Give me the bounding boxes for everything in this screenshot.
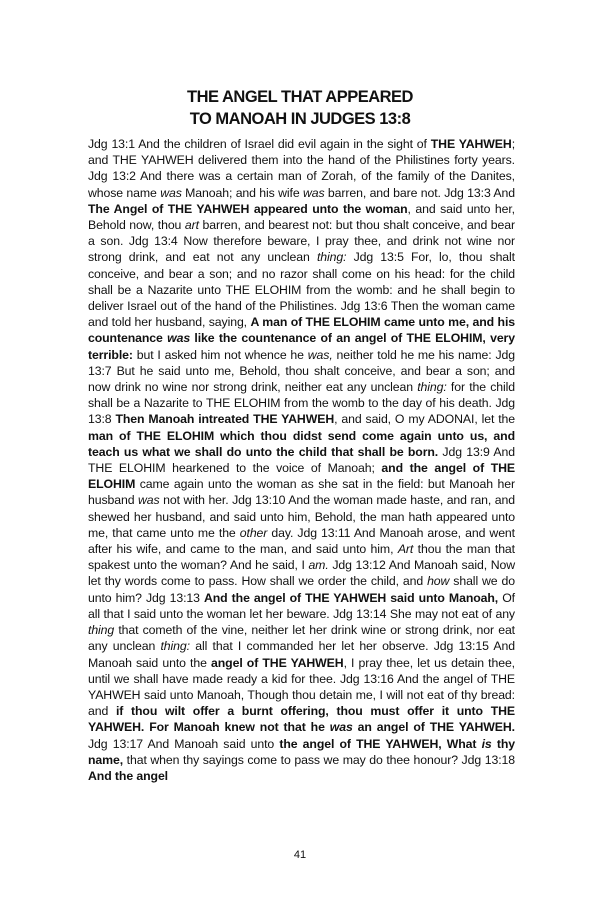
text-segment: Then Manoah intreated THE YAHWEH xyxy=(115,412,335,427)
text-segment: and the angel of THE ELOHIM xyxy=(88,461,515,492)
text-segment: thing: xyxy=(316,250,347,265)
text-segment: that when thy sayings come to pass we may do thee honour? Jdg 13:18 xyxy=(123,752,515,767)
heading-line-1: THE ANGEL THAT APPEARED xyxy=(187,88,413,106)
text-segment: Jdg 13:9 And THE ELOHIM hearkened to the voice of Manoah; xyxy=(88,444,515,476)
text-segment: an angel of THE YAHWEH. xyxy=(352,720,515,735)
text-segment: but I asked him not whence he xyxy=(132,347,308,362)
text-segment: the angel of THE YAHWEH, What xyxy=(279,736,482,751)
text-segment: was xyxy=(329,720,353,735)
text-segment: neither told he me his name: Jdg 13:7 But he said unto me, Behold, thou shalt conceive, and bear a son; and now drink no wine nor strong drink, neither eat any unclean xyxy=(88,347,516,395)
text-segment: not with her. Jdg 13:10 And the woman made haste, and ran, and shewed her husband, and said unto him, Behold, the man hath appeared unto me, that came unto me the xyxy=(88,493,515,540)
text-segment: THE YAHWEH xyxy=(430,137,512,151)
text-segment: like the countenance of an angel of THE ELOHIM, very terrible: xyxy=(88,331,515,362)
text-segment: And the angel of THE YAHWEH said unto Manoah, xyxy=(203,590,499,605)
text-segment: am. xyxy=(308,558,329,573)
text-segment: Jdg 13:17 And Manoah said unto xyxy=(88,736,280,751)
text-segment: Art xyxy=(397,542,414,557)
text-segment: thing: xyxy=(160,639,190,654)
text-segment: art xyxy=(184,218,199,233)
text-segment: , and said, O my ADONAI, let the xyxy=(334,412,516,427)
text-segment: Of all that I said unto the woman let her beware. Jdg 13:14 She may not eat of any xyxy=(88,590,515,621)
text-segment: angel of THE YAHWEH xyxy=(211,655,344,670)
text-segment: how xyxy=(427,574,450,589)
text-segment: that cometh of the vine, neither let her drink wine or strong drink, nor eat any unclean xyxy=(88,623,515,654)
text-segment: was xyxy=(138,493,160,508)
text-segment: barren, and bearest not: but thou shalt conceive, and bear a son. Jdg 13:4 Now therefore beware, I pray thee, and drink not wine nor strong drink, and eat not any unclean xyxy=(88,218,515,265)
text-segment: A man of THE ELOHIM came unto me, and his countenance xyxy=(88,315,515,346)
text-segment: And the angel xyxy=(88,768,168,783)
text-segment: shall we do unto him? Jdg 13:13 xyxy=(88,574,515,605)
text-segment: The Angel of THE YAHWEH appeared unto the woman xyxy=(88,201,408,216)
text-segment: came again unto the woman as she sat in the field: but Manoah her husband xyxy=(88,477,515,508)
text-segment: thing: xyxy=(417,380,447,395)
text-segment: was xyxy=(160,185,182,200)
heading-line-2: TO MANOAH IN JUDGES 13:8 xyxy=(189,110,411,128)
text-segment: , I pray thee, let us detain thee, until we shall have made ready a kid for thee. Jdg 13:16 And the angel of THE YAHWEH said unto Manoah, Though thou detain me, I will not eat of thy bread: and xyxy=(88,655,516,719)
text-segment: thou the man that spakest unto the woman? And he said, I xyxy=(88,542,515,573)
text-segment: , and said unto her, Behold now, thou xyxy=(88,201,515,233)
text-segment: thing xyxy=(88,623,115,638)
text-segment: is xyxy=(481,736,492,751)
text-segment: was, xyxy=(307,347,333,362)
text-segment: man of THE ELOHIM which thou didst send come again unto us, and teach us what we shall do unto the child that shall be born. xyxy=(88,428,515,459)
text-segment: thy name, xyxy=(88,736,515,767)
text-segment: Manoah; and his wife xyxy=(181,185,303,200)
text-segment: was xyxy=(302,185,325,200)
text-segment: barren, and bare not. Jdg 13:3 And xyxy=(324,185,515,200)
scripture-body-text xyxy=(88,136,515,784)
text-segment: for the child shall be a Nazarite to THE ELOHIM from the womb to the day of his death. Jdg 13:8 xyxy=(88,380,515,427)
text-segment: day. Jdg 13:11 And Manoah arose, and went after his wife, and came to the man, and said unto him, xyxy=(88,525,515,557)
text-segment: if thou wilt offer a burnt offering, thou must offer it unto THE YAHWEH. For Manoah knew not that he xyxy=(88,704,515,735)
text-segment: Jdg 13:1 And the children of Israel did evil again in the sight of xyxy=(88,137,431,151)
text-segment: Jdg 13:5 For, lo, thou shalt conceive, and bear a son; and no razor shall come on his head: for the child shall be a Nazarite unto THE ELOHIM from the womb: and he shall begin to deliver Israel out of the hand of the Philistines. Jdg 13:6 Then the woman came and told her husband, saying, xyxy=(88,250,515,330)
text-segment: other xyxy=(239,525,268,540)
text-segment: Jdg 13:12 And Manoah said, Now let thy words come to pass. How shall we order the child, and xyxy=(88,558,515,589)
text-segment: all that I commanded her let her observe. Jdg 13:15 And Manoah said unto the xyxy=(88,639,515,670)
page-number: 41 xyxy=(293,849,307,861)
text-segment: was xyxy=(167,331,191,346)
chapter-heading xyxy=(0,86,600,130)
text-segment: ; and THE YAHWEH delivered them into the hand of the Philistines forty years. Jdg 13:2 And there was a certain man of Zorah, of the family of the Danites, whose name xyxy=(88,137,516,200)
